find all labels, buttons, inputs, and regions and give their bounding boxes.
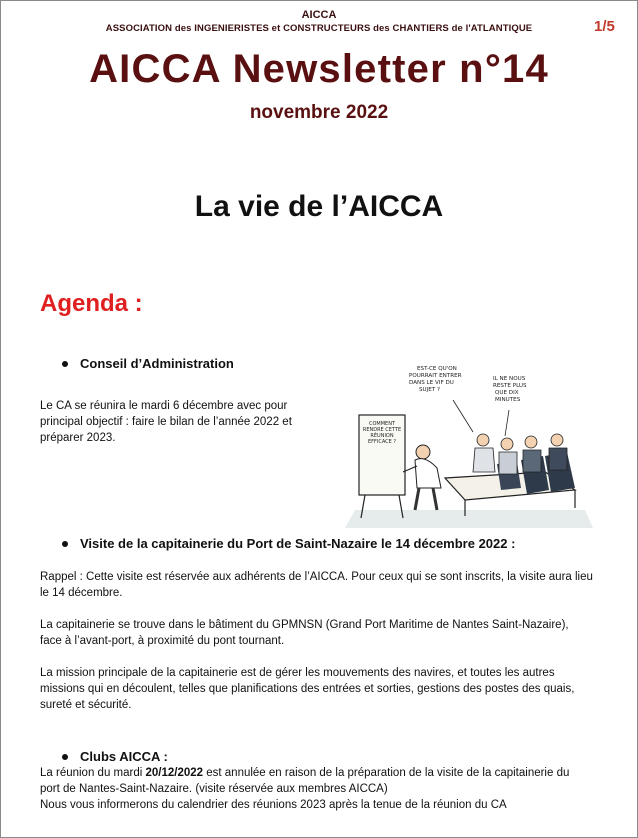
bullet-icon [62, 361, 68, 367]
paragraph-line: principal objectif : faire le bilan de l’année 2022 et [40, 416, 292, 428]
newsletter-title: AICCA Newsletter n°14 [89, 47, 549, 91]
item-heading-visite [62, 536, 515, 551]
header-org: AICCA [301, 9, 337, 21]
header-association: ASSOCIATION des INGENIERISTES et CONSTRUCTEURS des CHANTIERS de l'ATLANTIQUE [105, 23, 533, 34]
paragraph-line [40, 765, 630, 781]
item-heading-text: Conseil d’Administration [80, 356, 234, 371]
speech-bubble-2: IL NE NOUS RESTE PLUS QUE DIX MINUTES [493, 376, 527, 403]
item-paragraph-visite-rappel [40, 569, 620, 601]
item-paragraph-visite-lieu [40, 617, 620, 649]
item-heading-text: Clubs AICCA : [80, 749, 168, 764]
item-paragraph-conseil [40, 398, 330, 446]
item-heading-clubs [62, 749, 168, 764]
paragraph-line: La capitainerie se trouve dans le bâtiment du GPMNSN (Grand Port Maritime de Nantes Saint-Nazaire), [40, 619, 569, 631]
paragraph-line: face à l’avant-port, à proximité du pont tournant. [40, 635, 285, 647]
agenda-heading: Agenda : [40, 290, 143, 317]
meeting-date: 20/12/2022 [145, 767, 204, 779]
line-text: est annulée en raison de la préparation de la visite de la capitainerie du [203, 767, 570, 779]
paragraph-line: missions qui en découlent, telles que planifications des entrées et sorties, gestions des postes des quais, [40, 683, 575, 695]
newsletter-date: novembre 2022 [249, 102, 389, 123]
speech-bubble-1: EST-CE QU'ON POURRAIT ENTRER DANS LE VIF DU SUJET ? [409, 366, 462, 393]
line-text: La réunion du mardi [40, 767, 146, 779]
board-text: COMMENT RENDRE CETTE RÉUNION EFFICACE ? [362, 421, 402, 445]
bullet-icon [62, 754, 68, 760]
item-heading-text: Visite de la capitainerie du Port de Saint-Nazaire le 14 décembre 2022 : [80, 536, 516, 551]
item-heading-conseil [62, 356, 234, 371]
paragraph-line: La mission principale de la capitainerie est de gérer les mouvements des navires, et toutes les autres [40, 667, 555, 679]
section-title: La vie de l’AICCA [194, 190, 444, 223]
bullet-icon [62, 541, 68, 547]
paragraph-line: le 14 décembre. [40, 587, 123, 599]
paragraph-line: port de Nantes-Saint-Nazaire. (visite réservée aux membres AICCA) [40, 783, 388, 795]
paragraph-line: sureté et sécurité. [40, 699, 132, 711]
item-paragraph-clubs [40, 765, 630, 813]
paragraph-line: Le CA se réunira le mardi 6 décembre avec pour [40, 400, 288, 412]
paragraph-line: Nous vous informerons du calendrier des réunions 2023 après la tenue de la réunion du CA [40, 799, 507, 811]
item-paragraph-visite-mission [40, 665, 620, 713]
page-indicator: 1/5 [594, 18, 615, 35]
meeting-cartoon-image [345, 360, 593, 530]
paragraph-line: préparer 2023. [40, 432, 116, 444]
paragraph-line: Rappel : Cette visite est réservée aux adhérents de l’AICCA. Pour ceux qui se sont inscrits, la visite aura lieu [40, 571, 593, 583]
